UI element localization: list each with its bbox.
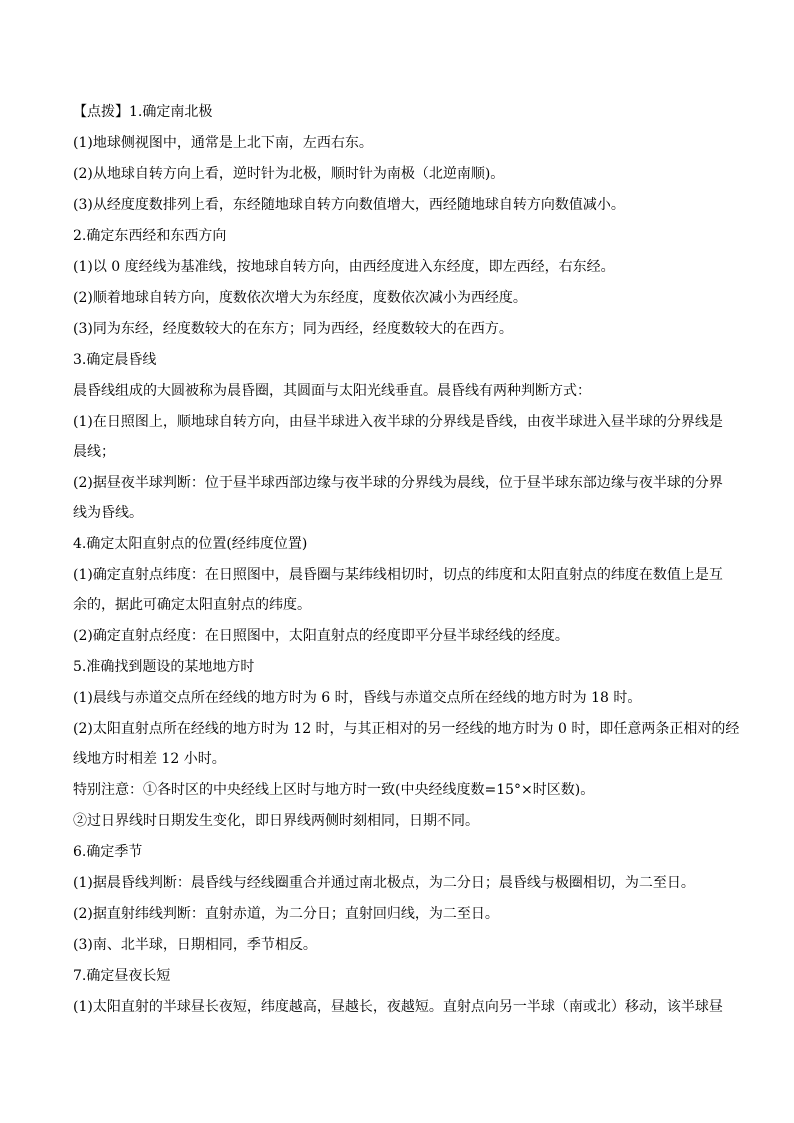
section-heading: 2.确定东西经和东西方向 (73, 228, 227, 244)
section-heading: 6.确定季节 (73, 844, 143, 860)
paragraph: (3)从经度度数排列上看，东经随地球自转方向数值增大，西经随地球自转方向数值减小。 (73, 197, 625, 213)
paragraph-continuation: 余的，据此可确定太阳直射点的纬度。 (73, 597, 311, 613)
paragraph: (1)确定直射点纬度：在日照图中，晨昏圈与某纬线相切时，切点的纬度和太阳直射点的纬度在数值上是互 (73, 567, 723, 583)
paragraph: (3)南、北半球，日期相同，季节相反。 (73, 937, 317, 953)
paragraph: (1)太阳直射的半球昼长夜短，纬度越高，昼越长，夜越短。直射点向另一半球（南或北）移动，该半球昼 (73, 999, 723, 1015)
section-heading: 3.确定晨昏线 (73, 352, 157, 368)
paragraph: (1)地球侧视图中，通常是上北下南，左西右东。 (73, 135, 373, 151)
paragraph-continuation: 晨线； (73, 444, 115, 460)
paragraph: (2)据昼夜半球判断：位于昼半球西部边缘与夜半球的分界线为晨线，位于昼半球东部边缘与夜半球的分界 (73, 475, 723, 491)
paragraph: (3)同为东经，经度数较大的在东方；同为西经，经度数较大的在西方。 (73, 321, 513, 337)
paragraph: (2)顺着地球自转方向，度数依次增大为东经度，度数依次减小为西经度。 (73, 290, 527, 306)
paragraph: 晨昏线组成的大圆被称为晨昏圈，其圆面与太阳光线垂直。晨昏线有两种判断方式： (73, 383, 591, 399)
section-heading: 5.准确找到题设的某地地方时 (73, 659, 255, 675)
tip-heading: 【点拨】1.确定南北极 (73, 104, 213, 120)
paragraph-continuation: 线地方时相差 12 小时。 (73, 751, 226, 767)
paragraph: (1)据晨昏线判断：晨昏线与经线圈重合并通过南北极点，为二分日；晨昏线与极圈相切，为二至日。 (73, 875, 695, 891)
paragraph: (1)以 0 度经线为基准线，按地球自转方向，由西经度进入东经度，即左西经，右东经。 (73, 259, 615, 275)
paragraph: (2)据直射纬线判断：直射赤道，为二分日；直射回归线，为二至日。 (73, 906, 499, 922)
paragraph: (1)晨线与赤道交点所在经线的地方时为 6 时，昏线与赤道交点所在经线的地方时为 18 时。 (73, 690, 642, 706)
paragraph: (2)太阳直射点所在经线的地方时为 12 时，与其正相对的另一经线的地方时为 0 时，即任意两条正相对的经 (73, 721, 740, 737)
paragraph-continuation: 线为昏线。 (73, 505, 143, 521)
paragraph: (2)从地球自转方向上看，逆时针为北极，顺时针为南极（北逆南顺)。 (73, 166, 505, 182)
note-paragraph: ②过日界线时日期发生变化，即日界线两侧时刻相同，日期不同。 (73, 813, 479, 829)
document-body (73, 102, 740, 1017)
section-heading: 7.确定昼夜长短 (73, 968, 171, 984)
paragraph: (1)在日照图上，顺地球自转方向，由昼半球进入夜半球的分界线是昏线，由夜半球进入昼半球的分界线是 (73, 414, 723, 430)
section-heading: 4.确定太阳直射点的位置(经纬度位置) (73, 536, 308, 552)
note-paragraph: 特别注意：①各时区的中央经线上区时与地方时一致(中央经线度数=15°×时区数)。 (73, 782, 595, 798)
paragraph: (2)确定直射点经度：在日照图中，太阳直射点的经度即平分昼半球经线的经度。 (73, 628, 569, 644)
